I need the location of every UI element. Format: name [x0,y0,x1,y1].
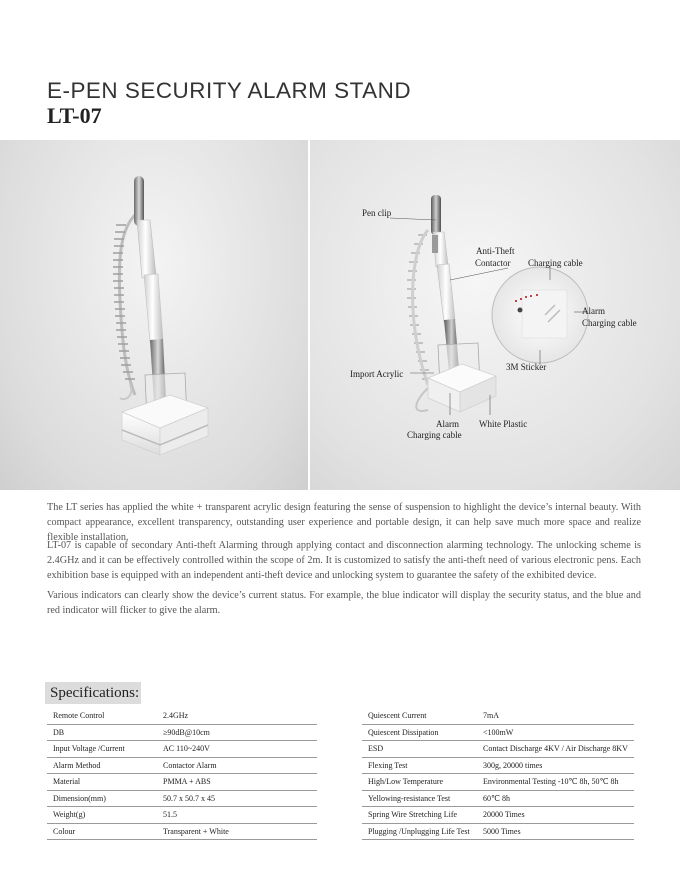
spec-value: PMMA + ABS [157,774,317,791]
spec-row [47,823,317,840]
spec-value: 20000 Times [477,807,634,824]
spec-label: Flexing Test [362,757,477,774]
spec-row [47,774,317,791]
pen-stand-illustration [0,140,308,490]
spec-label: Input Voltage /Current [47,741,157,758]
callout-import-acrylic: Import Acrylic [350,369,404,379]
spec-value: AC 110~240V [157,741,317,758]
product-photo-front [0,140,308,490]
spec-label: Quiescent Dissipation [362,724,477,741]
spec-value: Environmental Testing -10℃ 8h, 50℃ 8h [477,774,634,791]
callout-alarm-cable-line2: Charging cable [582,318,637,328]
spec-row [362,708,634,724]
spec-row [47,724,317,741]
description-paragraph-3: Various indicators can clearly show the device’s current status. For example, the blue indicator will display the security status, and the blue and red indicator will flicker to give the alarm. [47,590,641,616]
callout-3m-sticker: 3M Sticker [506,362,547,372]
callout-alarm-cable-line1: Alarm [582,306,605,316]
spec-row [47,790,317,807]
spec-label: Quiescent Current [362,708,477,724]
spec-value: Contact Discharge 4KV / Air Discharge 8KV [477,741,634,758]
spec-label: Remote Control [47,708,157,724]
spec-label: Spring Wire Stretching Life [362,807,477,824]
spec-value: 50.7 x 50.7 x 45 [157,790,317,807]
callout-bottom-alarm-line2: Charging cable [407,430,462,440]
spec-row [362,774,634,791]
spec-value: Transparent + White [157,823,317,840]
description-paragraph-2: LT-07 is capable of secondary Anti-theft Alarming through applying contact and disconnection alarming technology. The unlocking scheme is 2.4GHz and it can be effectively controlled within the scope of 2m. It is customized to satisfy the anti-theft need of various electronic pens. Each exhibition base is equipped with an independent anti-theft device and unlocking system to guarantee the safety of the exhibited device. [47,540,641,581]
pen-tip [134,176,144,226]
spec-label: High/Low Temperature [362,774,477,791]
spec-row [47,708,317,724]
spec-label: Colour [47,823,157,840]
spec-label: Yellowing-resistance Test [362,790,477,807]
specifications-heading: Specifications: [45,682,141,704]
spec-value: 2.4GHz [157,708,317,724]
spec-value: 7mA [477,708,634,724]
callout-charging-cable: Charging cable [528,258,583,268]
spec-value: 51.5 [157,807,317,824]
spec-label: Weight(g) [47,807,157,824]
spec-row [47,807,317,824]
spec-label: Material [47,774,157,791]
callout-white-plastic: White Plastic [479,419,528,429]
spec-row [362,724,634,741]
spec-value: ≥90dB@10cm [157,724,317,741]
spec-row [362,823,634,840]
spec-row [362,790,634,807]
spec-value: 60℃ 8h [477,790,634,807]
spec-row [47,741,317,758]
callout-anti-theft-line1: Anti-Theft [476,246,515,256]
spec-label: Dimension(mm) [47,790,157,807]
callout-pen-clip: Pen clip [362,208,392,218]
callout-bottom-alarm-line1: Alarm [436,419,459,429]
spec-table-right [362,708,634,840]
callout-anti-theft-line2: Contactor [475,258,511,268]
spec-label: Plugging /Unplugging Life Test [362,823,477,840]
description-paragraph-1: The LT series has applied the white + transparent acrylic design featuring the sense of suspension to highlight the device’s internal beauty. With compact appearance, excellent transparency, outstanding user experience and portable design, it can help save much more space and realize flexible installation. [47,502,641,543]
product-title: E-PEN SECURITY ALARM STAND [47,78,412,103]
spec-value: 300g, 20000 times [477,757,634,774]
spec-value: 5000 Times [477,823,634,840]
spec-row [362,757,634,774]
pen-stand-diagram [310,140,680,490]
spec-label: Alarm Method [47,757,157,774]
spec-label: DB [47,724,157,741]
spec-label: ESD [362,741,477,758]
model-number: LT-07 [47,103,102,128]
spec-row [362,807,634,824]
spec-value: <100mW [477,724,634,741]
spec-row [47,757,317,774]
coiled-cable [119,215,135,395]
product-photo-callouts [310,140,680,490]
spec-table-left [47,708,317,840]
spec-value: Contactor Alarm [157,757,317,774]
spec-row [362,741,634,758]
